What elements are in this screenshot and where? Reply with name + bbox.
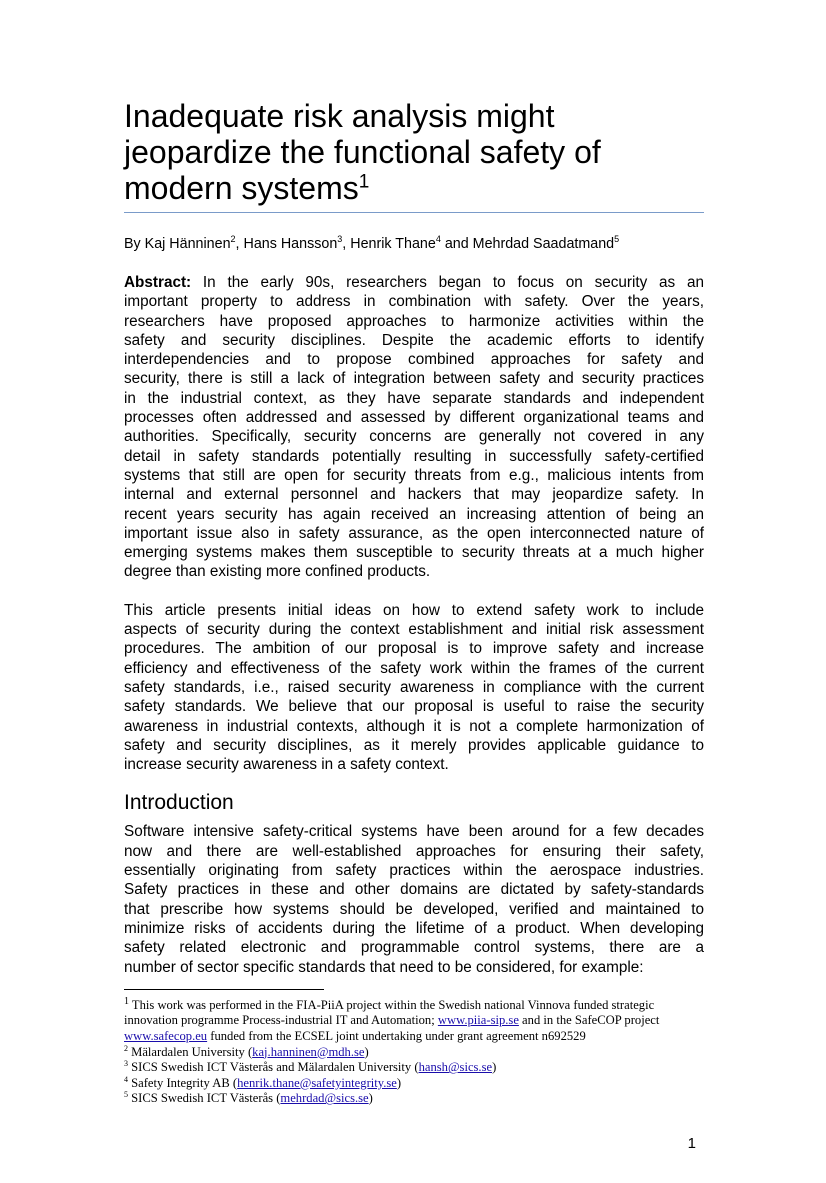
line-text: authorities. Specifically, security concerns are generally not covered in any	[124, 428, 704, 446]
text-line	[124, 880, 704, 899]
text-line	[124, 505, 704, 524]
text-line	[124, 408, 704, 427]
footnote-2	[124, 1045, 704, 1061]
abstract-paragraph	[124, 273, 704, 582]
email-link[interactable]: henrik.thane@safetyintegrity.se	[237, 1075, 397, 1090]
text-line	[124, 273, 704, 292]
link-safecop[interactable]: www.safecop.eu	[124, 1028, 208, 1043]
author-line	[124, 235, 704, 253]
footnote-1	[124, 995, 704, 1045]
author-name: Hans Hansson	[243, 236, 338, 252]
line-text: degree than existing more confined products.	[124, 563, 431, 581]
title-rule	[124, 212, 704, 213]
line-text: emerging systems makes them susceptible to security threats at a much higher	[124, 544, 704, 562]
page-title	[124, 98, 704, 206]
author-separator: and	[440, 236, 473, 252]
text-line	[124, 447, 704, 466]
text-line	[124, 678, 704, 697]
text-line	[124, 389, 704, 408]
text-line	[124, 755, 704, 774]
author-footnote-mark: 4	[435, 234, 441, 245]
text-line	[124, 861, 704, 880]
author-footnotes	[124, 1045, 704, 1107]
footnote-text: )	[368, 1091, 373, 1106]
footnote-mark: 3	[124, 1058, 128, 1068]
line-text: Safety practices in these and other domains are dictated by safety-standards	[124, 881, 704, 899]
email-link[interactable]: kaj.hanninen@mdh.se	[252, 1044, 365, 1059]
text-line	[124, 312, 704, 331]
author-separator: ,	[235, 236, 244, 252]
authors-prefix: By	[124, 236, 145, 252]
line-text: important property to address in combination with safety. Over the years,	[124, 293, 704, 311]
author-separator: ,	[342, 236, 351, 252]
text-line	[124, 717, 704, 736]
paragraph-2	[124, 601, 704, 775]
text-line	[124, 842, 704, 861]
text-line	[124, 958, 704, 977]
line-text: safety standards. We believe that our proposal is useful to raise the security	[124, 698, 704, 716]
text-line	[124, 562, 704, 581]
text-line	[124, 697, 704, 716]
document-page	[124, 0, 704, 1183]
footnote-text: SICS Swedish ICT Västerås and Mälardalen University (	[128, 1060, 419, 1075]
abstract-label: Abstract:	[124, 274, 192, 291]
email-link[interactable]: hansh@sics.se	[418, 1060, 493, 1075]
line-text: safety and security disciplines. Despite the academic efforts to identify	[124, 331, 704, 349]
footnote-mark: 2	[124, 1043, 128, 1053]
line-text: that prescribe how systems should be developed, verified and maintained to	[124, 900, 704, 918]
text-line	[124, 822, 704, 841]
line-text: safety standards, i.e., raised security awareness in compliance with the current	[124, 678, 704, 696]
author-name: Henrik Thane	[350, 236, 436, 252]
line-text: now and there are well-established approaches for ensuring their safety,	[124, 842, 704, 860]
text-line	[124, 485, 704, 504]
line-text: essentially originating from safety practices within the aerospace industries.	[124, 862, 704, 880]
line-text: efficiency and effectiveness of the safety work within the frames of the current	[124, 659, 704, 677]
line-text: safety related electronic and programmable control systems, there are a	[124, 939, 704, 957]
footnote-separator	[124, 989, 324, 990]
author-name: Kaj Hänninen	[144, 236, 231, 252]
line-text: number of sector specific standards that need to be considered, for example:	[124, 958, 644, 976]
email-link[interactable]: mehrdad@sics.se	[280, 1091, 369, 1106]
footnote-5	[124, 1091, 704, 1107]
line-text: aspects of security during the context establishment and initial risk assessment	[124, 621, 704, 639]
text-line	[124, 331, 704, 350]
text-line	[124, 620, 704, 639]
line-text: detail in safety standards potentially resulting in successfully safety-certified	[124, 447, 704, 465]
text-line	[124, 427, 704, 446]
line-text: in the industrial context, as they have separate standards and independent	[124, 389, 704, 407]
text-line	[124, 524, 704, 543]
line-text: systems that still are open for security threats from e.g., malicious intents from	[124, 466, 704, 484]
page-number: 1	[687, 1134, 696, 1152]
text-line	[124, 543, 704, 562]
line-text: important issue also in safety assurance, as the open interconnected nature of	[124, 524, 704, 542]
author-name: Mehrdad Saadatmand	[472, 236, 615, 252]
line-text: procedures. The ambition of our proposal is to improve safety and increase	[124, 640, 704, 658]
line-text: In the early 90s, researchers began to focus on security as an	[191, 274, 704, 291]
author-footnote-mark: 2	[230, 234, 236, 245]
footnotes	[124, 995, 704, 1107]
line-text: interdependencies and to propose combined approaches for safety and	[124, 351, 704, 369]
footnote-text: )	[364, 1044, 369, 1059]
footnote-4	[124, 1076, 704, 1092]
footnote-text: )	[396, 1075, 402, 1090]
text-line	[124, 350, 704, 369]
footnote-mark: 4	[124, 1074, 128, 1084]
text-line	[124, 919, 704, 938]
text-line	[124, 639, 704, 658]
text-line	[124, 292, 704, 311]
text-line	[124, 736, 704, 755]
footnote-text: Safety Integrity AB (	[128, 1075, 238, 1090]
footnote-text: Mälardalen University (	[128, 1044, 253, 1059]
line-text: processes often addressed and assessed by different organizational teams and	[124, 409, 704, 427]
text-line	[124, 938, 704, 957]
text-line	[124, 466, 704, 485]
footnote-text: )	[492, 1060, 497, 1075]
line-text: internal and external personnel and hackers that may jeopardize safety. In	[124, 486, 704, 504]
line-text: increase security awareness in a safety context.	[124, 756, 449, 774]
line-text: minimize risks of accidents during the lifetime of a product. When developing	[124, 919, 704, 937]
text-line	[124, 659, 704, 678]
author-footnote-mark: 5	[614, 234, 620, 245]
footnote-mark: 5	[124, 1090, 128, 1100]
title-text: Inadequate risk analysis might jeopardize the functional safety of modern systems	[124, 98, 601, 206]
title-footnote-mark: 1	[358, 171, 370, 193]
line-text: safety and security disciplines, as it merely provides applicable guidance to	[124, 736, 704, 754]
text-line	[124, 369, 704, 388]
footnote-text: This work was performed in the FIA-PiiA project within the Swedish national Vinnova funded strategic innovation programme Process-industrial IT and Automation;	[124, 997, 655, 1028]
line-text: awareness in industrial contexts, although it is not a complete harmonization of	[124, 717, 704, 735]
text-line	[124, 900, 704, 919]
footnote-text: funded from the ECSEL joint undertaking under grant agreement n692529	[207, 1028, 586, 1043]
line-text: Software intensive safety-critical systems have been around for a few decades	[124, 823, 704, 841]
line-text: recent years security has again received an increasing attention of being an	[124, 505, 704, 523]
footnote-text: SICS Swedish ICT Västerås (	[128, 1091, 281, 1106]
section-heading-introduction: Introduction	[124, 791, 234, 815]
footnote-mark: 1	[124, 995, 129, 1007]
footnote-text: and in the SafeCOP project	[518, 1013, 660, 1028]
line-text: This article presents initial ideas on how to extend safety work to include	[124, 601, 704, 619]
author-footnote-mark: 3	[337, 234, 343, 245]
introduction-paragraph	[124, 822, 704, 976]
text-line	[124, 601, 704, 620]
footnote-3	[124, 1060, 704, 1076]
link-piia[interactable]: www.piia-sip.se	[437, 1013, 519, 1028]
line-text: security, there is still a lack of integration between safety and security practices	[124, 370, 704, 388]
line-text: researchers have proposed approaches to harmonize activities within the	[124, 312, 704, 330]
